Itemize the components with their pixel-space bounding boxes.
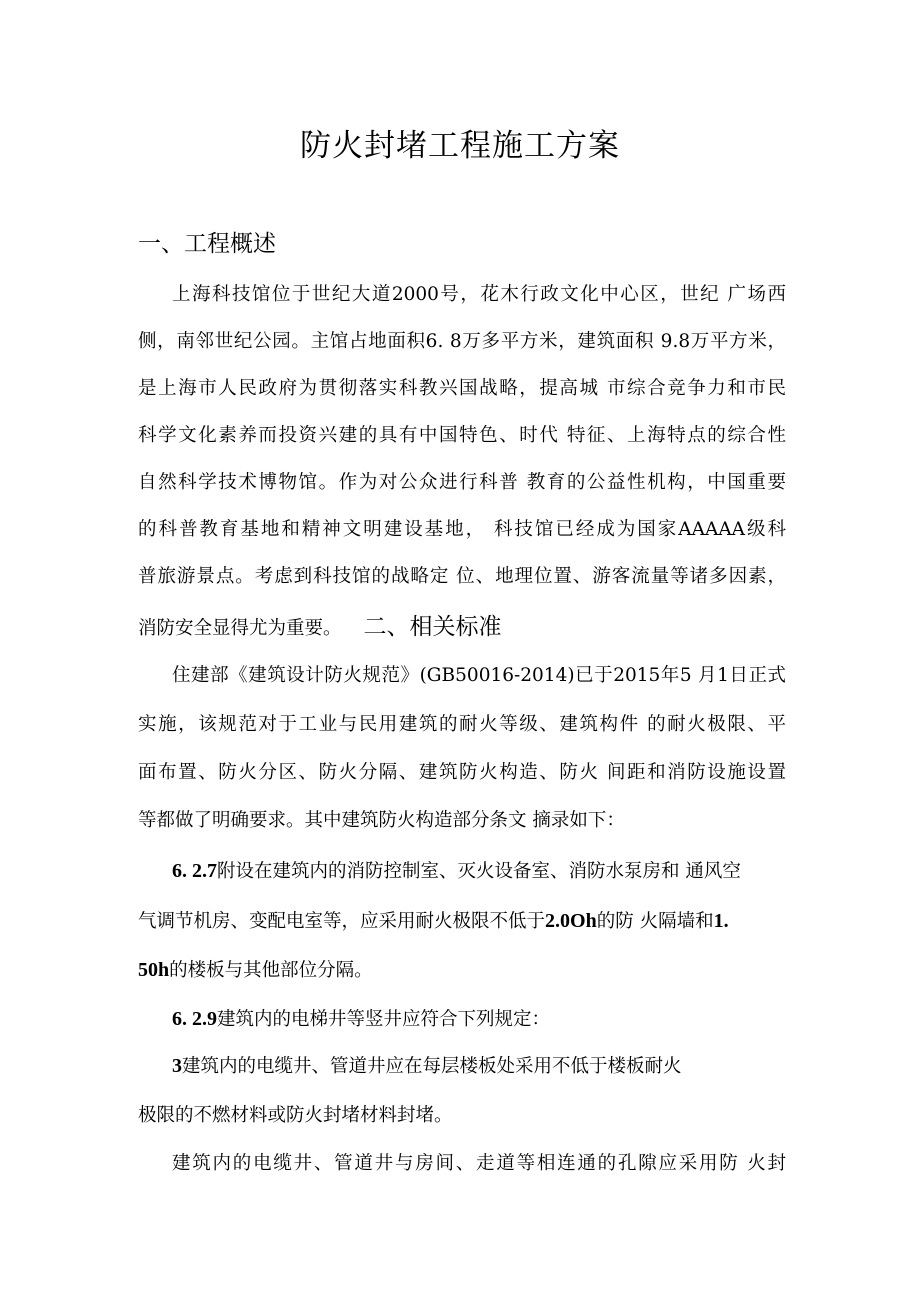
- fire-rating-value: 2.0Oh: [545, 910, 597, 932]
- paragraph-line: 等都做了明确要求。其中建筑防火构造部分条文 摘录如下：: [138, 810, 625, 831]
- clause-text: 气调节机房、变配电室等，应采用耐火极限不低于: [138, 911, 546, 932]
- clause-text: 建筑内的电梯井等竖井应符合下列规定：: [217, 1009, 551, 1030]
- clause-6-2-7-line: [138, 955, 786, 986]
- clause-6-2-7-line: [172, 856, 786, 887]
- fire-rating-value: 1.: [713, 910, 729, 932]
- section-heading-standards: 二、相关标准: [363, 614, 502, 640]
- clause-6-2-7-line: [138, 906, 786, 937]
- clause-number: 6. 2.7: [172, 860, 217, 882]
- clause-6-2-9-line: [172, 1004, 786, 1035]
- paragraph-line: [138, 612, 786, 644]
- paragraph-line: 侧，南邻世纪公园。主馆占地面积6. 8万多平方米，建筑面积 9.8万平方米，: [138, 331, 786, 352]
- paragraph-line: 是上海市人民政府为贯彻落实科教兴国战略，提高城 市综合竞争力和市民: [138, 378, 786, 399]
- paragraph-line: 实施，该规范对于工业与民用建筑的耐火等级、建筑构件 的耐火极限、平: [138, 714, 786, 735]
- item-3-line: [172, 1051, 786, 1082]
- item-number: 3: [172, 1055, 182, 1077]
- paragraph-line: 面布置、防火分区、防火分隔、建筑防火构造、防火 间距和消防设施设置: [138, 762, 786, 783]
- item-text: 建筑内的电缆井、管道井应在每层楼板处采用不低于楼板耐火: [182, 1056, 682, 1077]
- paragraph-line: 建筑内的电缆井、管道井与房间、走道等相连通的孔隙应采用防 火封: [172, 1153, 786, 1174]
- clause-text: 附设在建筑内的消防控制室、灭火设备室、消防水泵房和 通风空: [217, 861, 741, 882]
- document-title: 防火封堵工程施工方案: [300, 128, 620, 164]
- paragraph-line: 的科普教育基地和精神文明建设基地， 科技馆已经成为国家AAAAA级科: [138, 519, 786, 540]
- fire-rating-value: 50h: [138, 959, 170, 981]
- section-heading-overview: 一、工程概述: [138, 231, 276, 257]
- paragraph-line: 科学文化素养而投资兴建的具有中国特色、时代 特征、上海特点的综合性: [138, 425, 786, 446]
- paragraph-line: 上海科技馆位于世纪大道2000号，花木行政文化中心区，世纪 广场西: [172, 284, 786, 305]
- paragraph-line: 住建部《建筑设计防火规范》(GB50016-2014)已于2015年5 月1日正式: [172, 665, 786, 686]
- clause-number: 6. 2.9: [172, 1008, 217, 1030]
- paragraph-line: 普旅游景点。考虑到科技馆的战略定 位、地理位置、游客流量等诸多因素，: [138, 566, 786, 587]
- clause-text: 的防 火隔墙和: [596, 911, 714, 932]
- paragraph-line: 自然科学技术博物馆。作为对公众进行科普 教育的公益性机构，中国重要: [138, 472, 786, 493]
- paragraph-text: 消防安全显得尤为重要。: [138, 618, 342, 639]
- item-3-line: 极限的不燃材料或防火封堵材料封堵。: [138, 1105, 453, 1126]
- clause-text: 的楼板与其他部位分隔。: [169, 960, 373, 981]
